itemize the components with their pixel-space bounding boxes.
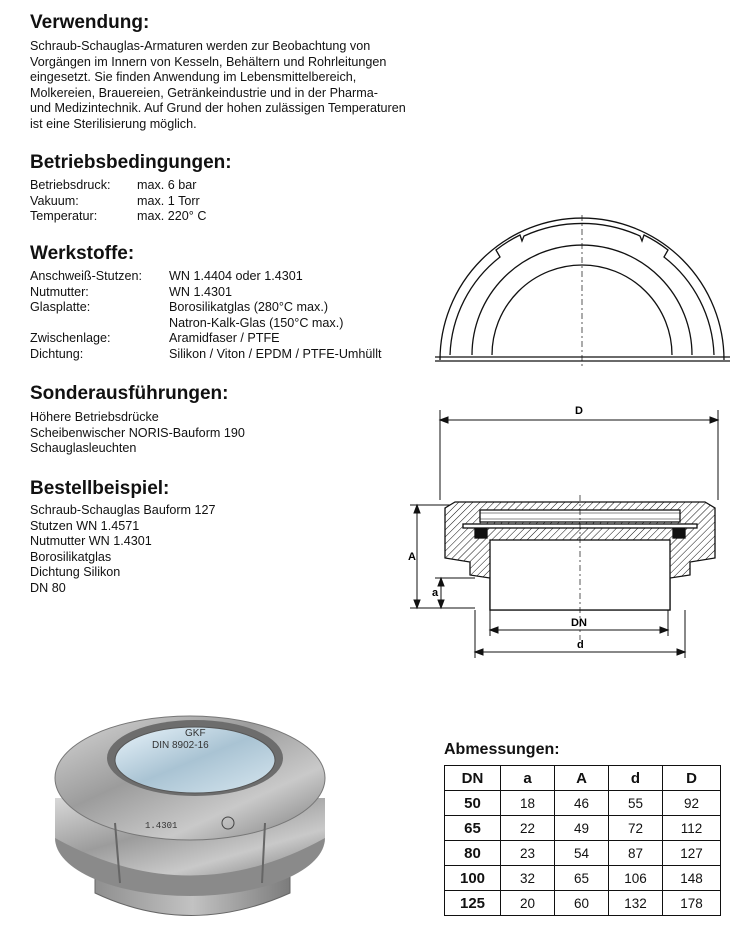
top-view-drawing — [430, 205, 735, 370]
table-cell: 60 — [555, 891, 609, 916]
kv-value: Silikon / Viton / EPDM / PTFE-Umhüllt — [169, 346, 382, 361]
kv-row — [30, 209, 206, 225]
list-item: Dichtung Silikon — [30, 565, 121, 580]
table-cell: 178 — [663, 891, 721, 916]
bestell-list — [30, 503, 216, 597]
table-cell: 20 — [501, 891, 555, 916]
list-item: Borosilikatglas — [30, 549, 112, 564]
kv-value: WN 1.4404 oder 1.4301 — [169, 269, 303, 283]
section-drawing — [405, 400, 735, 660]
table-cell: 54 — [555, 841, 609, 866]
kv-value: max. 6 bar — [137, 178, 197, 192]
table-cell: 100 — [445, 866, 501, 891]
kv-value: max. 1 Torr — [137, 193, 200, 208]
table-cell: 112 — [663, 816, 721, 841]
table-cell: 80 — [445, 841, 501, 866]
table-cell: 65 — [555, 866, 609, 891]
table-row — [445, 891, 721, 916]
table-cell: 87 — [609, 841, 663, 866]
photo-material: 1.4301 — [145, 821, 178, 831]
column-header: d — [609, 766, 663, 791]
kv-value: Natron-Kalk-Glas (150°C max.) — [169, 315, 344, 330]
table-cell: 22 — [501, 816, 555, 841]
column-header: DN — [445, 766, 501, 791]
table-row — [445, 816, 721, 841]
kv-value: WN 1.4301 — [169, 284, 232, 299]
table-row — [445, 841, 721, 866]
verwendung-title: Verwendung: — [30, 12, 150, 33]
list-item: Höhere Betriebsdrücke — [30, 410, 159, 424]
kv-key: Zwischenlage: — [30, 331, 111, 346]
kv-key: Vakuum: — [30, 193, 79, 208]
list-item: Nutmutter WN 1.4301 — [30, 534, 152, 549]
label-DN: DN — [571, 617, 587, 629]
list-item: Scheibenwischer NORIS-Bauform 190 — [30, 425, 245, 440]
betrieb-title: Betriebsbedingungen: — [30, 152, 232, 173]
werkstoffe-title: Werkstoffe: — [30, 243, 135, 264]
table-cell: 23 — [501, 841, 555, 866]
kv-key: Dichtung: — [30, 346, 84, 361]
table-cell: 49 — [555, 816, 609, 841]
column-header: D — [663, 766, 721, 791]
table-cell: 132 — [609, 891, 663, 916]
table-cell: 65 — [445, 816, 501, 841]
label-a: a — [432, 587, 439, 599]
kv-row — [30, 194, 206, 210]
kv-row — [30, 269, 382, 285]
table-cell: 50 — [445, 791, 501, 816]
list-item: Stutzen WN 1.4571 — [30, 518, 140, 533]
table-cell: 92 — [663, 791, 721, 816]
kv-key: Betriebsdruck: — [30, 178, 111, 192]
table-cell: 106 — [609, 866, 663, 891]
kv-key: Nutmutter: — [30, 284, 89, 299]
kv-key: Anschweiß-Stutzen: — [30, 269, 142, 283]
table-cell: 125 — [445, 891, 501, 916]
kv-row — [30, 347, 382, 363]
kv-key — [30, 316, 169, 332]
label-A: A — [408, 551, 416, 563]
table-cell: 18 — [501, 791, 555, 816]
kv-row — [30, 300, 382, 316]
kv-value: max. 220° C — [137, 209, 207, 224]
bestell-title: Bestellbeispiel: — [30, 478, 170, 499]
sonder-list — [30, 410, 245, 457]
label-D: D — [575, 405, 583, 417]
label-d: d — [577, 639, 584, 651]
list-item: Schauglasleuchten — [30, 441, 137, 456]
list-item: DN 80 — [30, 580, 66, 595]
kv-key: Glasplatte: — [30, 300, 91, 315]
kv-row — [30, 178, 206, 194]
verwendung-text: Schraub-Schauglas-Armaturen werden zur Beobachtung von Vorgängen im Innern von Kesseln, Behältern und Rohrleitungen eingesetzt. Sie finden Anwendung im Lebensmittelbereich, Molkereien, Brauereien, Getränkeindustrie und in der Pharma- und Medizintechnik. Auf Grund der hohen zulässigen Temperaturen ist eine Sterilisierung möglich. — [30, 39, 406, 131]
table-row — [445, 791, 721, 816]
betrieb-table — [30, 178, 206, 225]
table-cell: 148 — [663, 866, 721, 891]
list-item: Schraub-Schauglas Bauform 127 — [30, 503, 216, 517]
kv-row — [30, 285, 382, 301]
table-cell: 127 — [663, 841, 721, 866]
kv-key: Temperatur: — [30, 209, 98, 224]
table-cell: 55 — [609, 791, 663, 816]
table-row — [445, 866, 721, 891]
product-photo — [40, 688, 350, 938]
table-cell: 32 — [501, 866, 555, 891]
column-header: a — [501, 766, 555, 791]
dimensions-table — [444, 765, 721, 916]
kv-row — [30, 316, 382, 332]
column-header: A — [555, 766, 609, 791]
kv-value: Aramidfaser / PTFE — [169, 331, 280, 346]
kv-value: Borosilikatglas (280°C max.) — [169, 300, 329, 315]
photo-standard: DIN 8902-16 — [152, 740, 209, 751]
kv-row — [30, 331, 382, 347]
sonder-title: Sonderausführungen: — [30, 383, 229, 404]
abmessungen-title: Abmessungen: — [444, 741, 560, 758]
werkstoffe-table — [30, 269, 382, 363]
table-cell: 46 — [555, 791, 609, 816]
photo-brand: GKF — [185, 728, 206, 739]
table-cell: 72 — [609, 816, 663, 841]
